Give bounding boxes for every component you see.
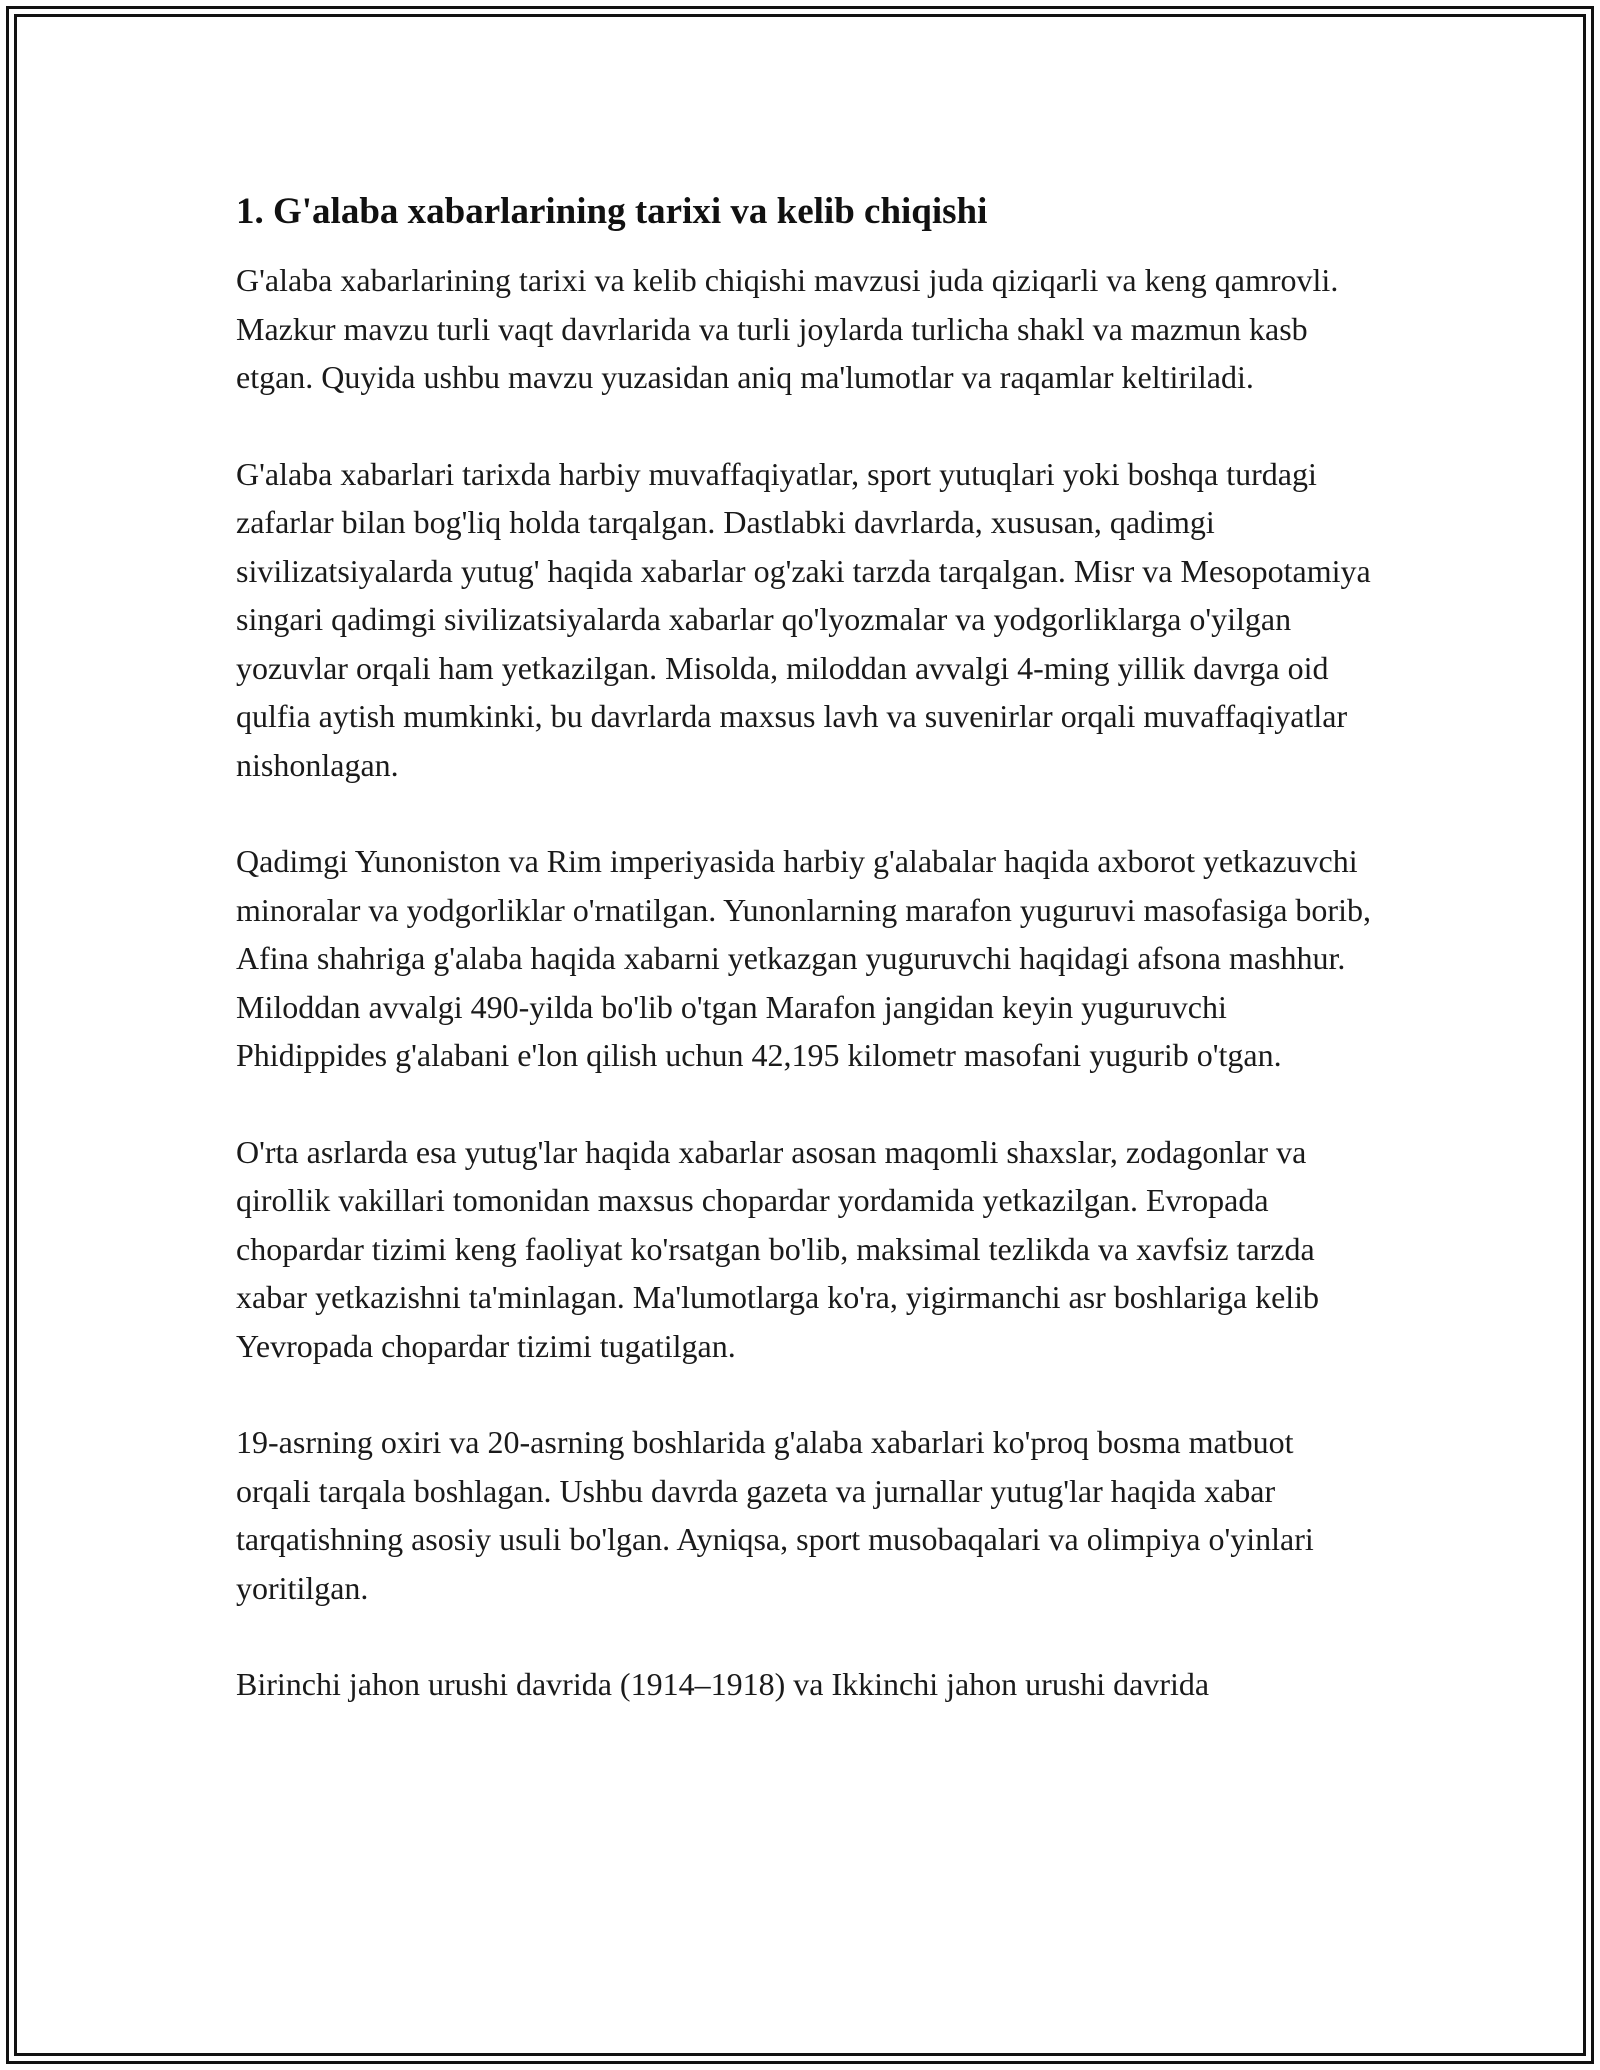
document-body	[236, 188, 1376, 1757]
paragraph: G'alaba xabarlari tarixda harbiy muvaffaqiyatlar, sport yutuqlari yoki boshqa turdagi zafarlar bilan bog'liq holda tarqalgan. Dastlabki davrlarda, xususan, qadimgi sivilizatsiyalarda yutug' haqida xabarlar og'zaki tarzda tarqalgan. Misr va Mesopotamiya singari qadimgi sivilizatsiyalarda xabarlar qo'lyozmalar va yodgorliklarga o'yilgan yozuvlar orqali ham yetkazilgan. Misolda, miloddan avvalgi 4-ming yillik davrga oid qulfia aytish mumkinki, bu davrlarda maxsus lavh va suvenirlar orqali muvaffaqiyatlar nishonlagan.	[236, 455, 1371, 783]
paragraph: 19-asrning oxiri va 20-asrning boshlarida g'alaba xabarlari ko'proq bosma matbuot orqali tarqala boshlagan. Ushbu davrda gazeta va jurnallar yutug'lar haqida xabar tarqatishning asosiy usuli bo'lgan. Ayniqsa, sport musobaqalari va olimpiya o'yinlari yoritilgan.	[236, 1424, 1314, 1606]
section-heading: 1. G'alaba xabarlarining tarixi va kelib chiqishi	[236, 191, 988, 232]
paragraph: Qadimgi Yunoniston va Rim imperiyasida harbiy g'alabalar haqida axborot yetkazuvchi minoralar va yodgorliklar o'rnatilgan. Yunonlarning marafon yuguruvi masofasiga borib, Afina shahriga g'alaba haqida xabarni yetkazgan yuguruvchi haqidagi afsona mashhur. Miloddan avvalgi 490-yilda bo'lib o'tgan Marafon jangidan keyin yuguruvchi Phidippides g'alabani e'lon qilish uchun 42,195 kilometr masofani yugurib o'tgan.	[236, 843, 1371, 1073]
paragraph: Birinchi jahon urushi davrida (1914–1918) va Ikkinchi jahon urushi davrida	[236, 1666, 1210, 1702]
paragraph: O'rta asrlarda esa yutug'lar haqida xabarlar asosan maqomli shaxslar, zodagonlar va qirollik vakillari tomonidan maxsus chopardar yordamida yetkazilgan. Evropada chopardar tizimi keng faoliyat ko'rsatgan bo'lib, maksimal tezlikda va xavfsiz tarzda xabar yetkazishni ta'minlagan. Ma'lumotlarga ko'ra, yigirmanchi asr boshlariga kelib Yevropada chopardar tizimi tugatilgan.	[236, 1133, 1320, 1364]
paragraph: G'alaba xabarlarining tarixi va kelib chiqishi mavzusi juda qiziqarli va keng qamrovli. Mazkur mavzu turli vaqt davrlarida va turli joylarda turlicha shakl va mazmun kasb etgan. Quyida ushbu mavzu yuzasidan aniq ma'lumotlar va raqamlar keltiriladi.	[236, 262, 1339, 395]
